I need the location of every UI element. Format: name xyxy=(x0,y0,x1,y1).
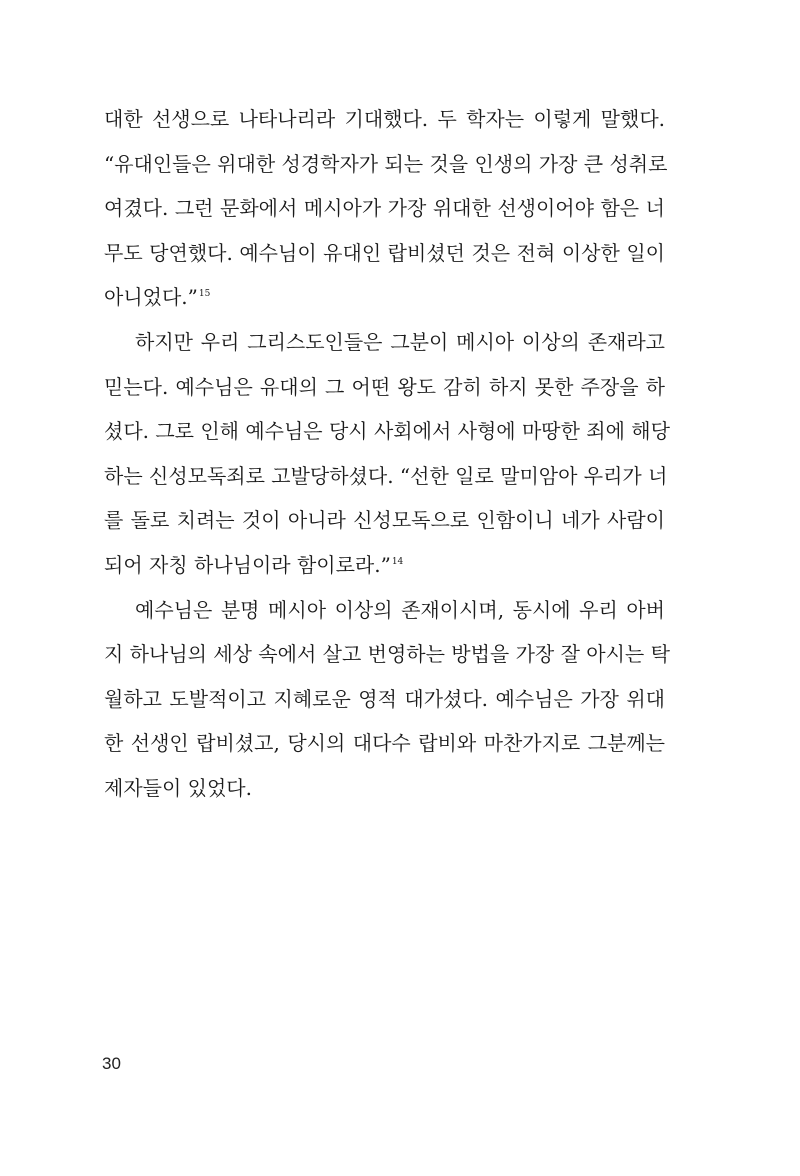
text-line-content: 되어 자칭 하나님이라 함이로라.” xyxy=(104,552,391,577)
text-line: 셨다. 그로 인해 예수님은 당시 사회에서 사형에 마땅한 죄에 해당 xyxy=(104,419,670,444)
paragraph-2 xyxy=(104,320,670,588)
text-line: 예수님은 분명 메시아 이상의 존재이시며, 동시에 우리 아버 xyxy=(135,597,665,622)
page-number: 30 xyxy=(102,1054,121,1073)
text-line: 하지만 우리 그리스도인들은 그분이 메시아 이상의 존재라고 xyxy=(135,329,665,354)
text-line-content: 아니었다.” xyxy=(104,285,198,310)
text-line: “유대인들은 위대한 성경학자가 되는 것을 인생의 가장 큰 성취로 xyxy=(104,151,668,176)
text-line xyxy=(104,275,665,320)
text-line: 믿는다. 예수님은 유대의 그 어떤 왕도 감히 하지 못한 주장을 하 xyxy=(104,374,665,399)
footnote-ref-14: 14 xyxy=(391,556,404,567)
text-line xyxy=(104,543,665,588)
footnote-ref-15: 15 xyxy=(198,289,211,300)
body-text xyxy=(104,97,670,811)
text-line: 지 하나님의 세상 속에서 살고 번영하는 방법을 가장 잘 아시는 탁 xyxy=(104,642,670,667)
text-line: 대한 선생으로 나타나리라 기대했다. 두 학자는 이렇게 말했다. xyxy=(104,107,665,131)
text-line: 무도 당연했다. 예수님이 유대인 랍비셨던 것은 전혀 이상한 일이 xyxy=(104,240,665,265)
text-line: 여겼다. 그런 문화에서 메시아가 가장 위대한 선생이어야 함은 너 xyxy=(104,196,665,221)
text-line: 한 선생인 랍비셨고, 당시의 대다수 랍비와 마찬가지로 그분께는 xyxy=(104,731,665,756)
text-line: 제자들이 있었다. xyxy=(104,775,252,800)
text-line: 하는 신성모독죄로 고발당하셨다. “선한 일로 말미암아 우리가 너 xyxy=(104,463,668,488)
paragraph-1 xyxy=(104,97,668,320)
text-line: 를 돌로 치려는 것이 아니라 신성모독으로 인함이니 네가 사람이 xyxy=(104,508,665,533)
text-line: 월하고 도발적이고 지혜로운 영적 대가셨다. 예수님은 가장 위대 xyxy=(104,686,665,711)
paragraph-3 xyxy=(104,588,670,811)
